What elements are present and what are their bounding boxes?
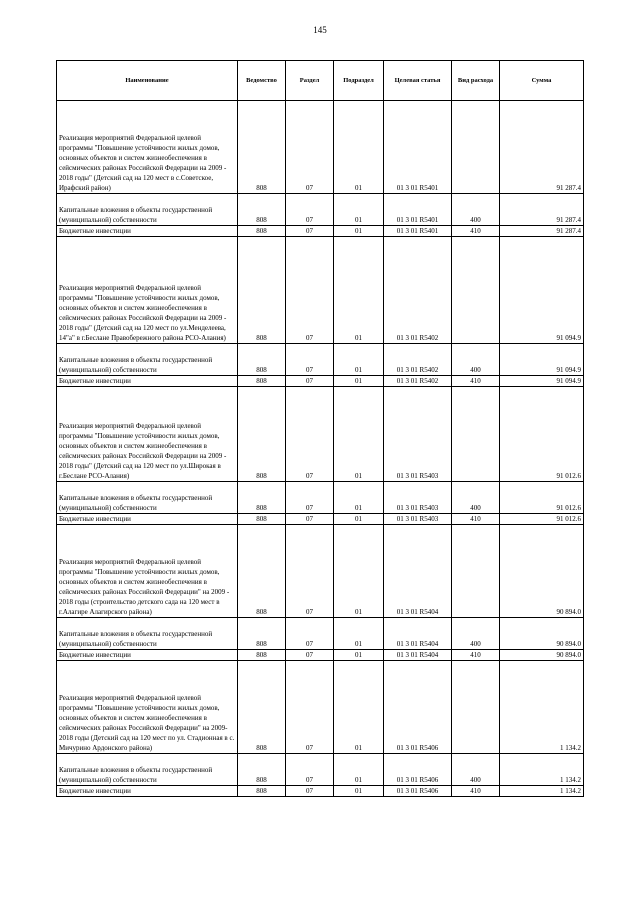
row-subsection: 01 bbox=[334, 754, 384, 786]
row-kind: 410 bbox=[452, 786, 500, 797]
table-row bbox=[57, 482, 584, 514]
row-target: 01 3 01 R5403 bbox=[384, 482, 452, 514]
row-target: 01 3 01 R5402 bbox=[384, 237, 452, 344]
row-target: 01 3 01 R5401 bbox=[384, 194, 452, 226]
row-name: Бюджетные инвестиции bbox=[57, 514, 238, 525]
row-name: Бюджетные инвестиции bbox=[57, 226, 238, 237]
header-subsection: Подраздел bbox=[334, 61, 384, 101]
row-dept: 808 bbox=[238, 226, 286, 237]
row-subsection: 01 bbox=[334, 194, 384, 226]
row-subsection: 01 bbox=[334, 376, 384, 387]
row-sum: 91 012.6 bbox=[500, 514, 584, 525]
row-target: 01 3 01 R5402 bbox=[384, 344, 452, 376]
row-dept: 808 bbox=[238, 344, 286, 376]
row-dept: 808 bbox=[238, 101, 286, 194]
row-dept: 808 bbox=[238, 618, 286, 650]
row-subsection: 01 bbox=[334, 344, 384, 376]
row-name: Реализация мероприятий Федеральной целевой программы "Повышение устойчивости жилых домов, основных объектов и систем жизнеобеспечения в сейсмических районах Российской Федерации" на 2009-2018 годы (Детский сад на 120 мест по ул. Стадионная в с. Мичурино Ардонского района) bbox=[57, 661, 238, 754]
row-name: Бюджетные инвестиции bbox=[57, 786, 238, 797]
row-name: Реализация мероприятий Федеральной целевой программы "Повышение устойчивости жилых домов, основных объектов и систем жизнеобеспечения в сейсмических районах Российской Федерации на 2009 - 2018 годы" (Детский сад на 120 мест в с.Советское, Ирафский район) bbox=[57, 101, 238, 194]
table-row bbox=[57, 786, 584, 797]
row-kind: 410 bbox=[452, 226, 500, 237]
row-subsection: 01 bbox=[334, 514, 384, 525]
table-row bbox=[57, 650, 584, 661]
row-sum: 91 094.9 bbox=[500, 344, 584, 376]
row-target: 01 3 01 R5401 bbox=[384, 226, 452, 237]
table-row bbox=[57, 376, 584, 387]
row-sum: 91 094.9 bbox=[500, 237, 584, 344]
row-dept: 808 bbox=[238, 754, 286, 786]
row-subsection: 01 bbox=[334, 661, 384, 754]
row-section: 07 bbox=[286, 344, 334, 376]
row-sum: 90 894.0 bbox=[500, 525, 584, 618]
row-section: 07 bbox=[286, 650, 334, 661]
row-dept: 808 bbox=[238, 650, 286, 661]
row-subsection: 01 bbox=[334, 482, 384, 514]
row-sum: 1 134.2 bbox=[500, 754, 584, 786]
row-name: Капитальные вложения в объекты государственной (муниципальной) собственности bbox=[57, 344, 238, 376]
row-name: Капитальные вложения в объекты государственной (муниципальной) собственности bbox=[57, 482, 238, 514]
row-subsection: 01 bbox=[334, 226, 384, 237]
row-subsection: 01 bbox=[334, 650, 384, 661]
row-sum: 91 287.4 bbox=[500, 101, 584, 194]
row-name: Реализация мероприятий Федеральной целевой программы "Повышение устойчивости жилых домов, основных объектов и систем жизнеобеспечения в сейсмических районах Российской Федерации на 2009 - 2018 годы" (Детский сад на 120 мест по ул.Широкая в г.Беслане РСО-Алания) bbox=[57, 387, 238, 482]
table-row bbox=[57, 344, 584, 376]
row-section: 07 bbox=[286, 226, 334, 237]
row-name: Капитальные вложения в объекты государственной (муниципальной) собственности bbox=[57, 194, 238, 226]
table-row bbox=[57, 661, 584, 754]
row-section: 07 bbox=[286, 387, 334, 482]
row-sum: 91 094.9 bbox=[500, 376, 584, 387]
table-row bbox=[57, 514, 584, 525]
row-kind bbox=[452, 525, 500, 618]
row-kind: 400 bbox=[452, 344, 500, 376]
table-row bbox=[57, 387, 584, 482]
row-kind: 410 bbox=[452, 514, 500, 525]
table-header-row bbox=[57, 61, 584, 101]
row-dept: 808 bbox=[238, 387, 286, 482]
row-target: 01 3 01 R5402 bbox=[384, 376, 452, 387]
row-kind bbox=[452, 661, 500, 754]
row-target: 01 3 01 R5401 bbox=[384, 101, 452, 194]
page-number: 145 bbox=[313, 25, 327, 35]
row-name: Капитальные вложения в объекты государственной (муниципальной) собственности bbox=[57, 618, 238, 650]
row-kind bbox=[452, 387, 500, 482]
row-dept: 808 bbox=[238, 194, 286, 226]
row-sum: 91 012.6 bbox=[500, 387, 584, 482]
header-dept: Ведомство bbox=[238, 61, 286, 101]
header-sum: Сумма bbox=[500, 61, 584, 101]
row-section: 07 bbox=[286, 514, 334, 525]
table-row bbox=[57, 618, 584, 650]
row-sum: 91 287.4 bbox=[500, 226, 584, 237]
table-row bbox=[57, 754, 584, 786]
row-sum: 91 012.6 bbox=[500, 482, 584, 514]
row-dept: 808 bbox=[238, 525, 286, 618]
row-target: 01 3 01 R5403 bbox=[384, 387, 452, 482]
row-dept: 808 bbox=[238, 786, 286, 797]
header-name: Наименование bbox=[57, 61, 238, 101]
row-target: 01 3 01 R5406 bbox=[384, 661, 452, 754]
row-sum: 90 894.0 bbox=[500, 650, 584, 661]
row-name: Реализация мероприятий Федеральной целевой программы "Повышение устойчивости жилых домов, основных объектов и систем жизнеобеспечения в сейсмических районах Российской Федерации" на 2009 - 2018 годы (строительство детского сада на 120 мест в г.Алагире Алагирского района) bbox=[57, 525, 238, 618]
row-section: 07 bbox=[286, 525, 334, 618]
row-section: 07 bbox=[286, 101, 334, 194]
row-sum: 91 287.4 bbox=[500, 194, 584, 226]
row-target: 01 3 01 R5406 bbox=[384, 754, 452, 786]
row-name: Бюджетные инвестиции bbox=[57, 376, 238, 387]
header-section: Раздел bbox=[286, 61, 334, 101]
row-target: 01 3 01 R5404 bbox=[384, 525, 452, 618]
row-kind: 410 bbox=[452, 650, 500, 661]
row-dept: 808 bbox=[238, 514, 286, 525]
budget-table bbox=[56, 60, 584, 797]
row-dept: 808 bbox=[238, 661, 286, 754]
row-name: Реализация мероприятий Федеральной целевой программы "Повышение устойчивости жилых домов, основных объектов и систем жизнеобеспечения в сейсмических районах Российской Федерации на 2009 - 2018 годы" (Детский сад на 120 мест по ул.Менделеева, 14"а" в г.Беслане Правобережного района РСО-Алания) bbox=[57, 237, 238, 344]
row-section: 07 bbox=[286, 194, 334, 226]
row-section: 07 bbox=[286, 376, 334, 387]
table-row bbox=[57, 525, 584, 618]
header-kind: Вид расхода bbox=[452, 61, 500, 101]
row-subsection: 01 bbox=[334, 786, 384, 797]
row-subsection: 01 bbox=[334, 618, 384, 650]
row-dept: 808 bbox=[238, 237, 286, 344]
row-subsection: 01 bbox=[334, 237, 384, 344]
row-dept: 808 bbox=[238, 482, 286, 514]
row-kind bbox=[452, 237, 500, 344]
row-section: 07 bbox=[286, 754, 334, 786]
row-sum: 90 894.0 bbox=[500, 618, 584, 650]
row-target: 01 3 01 R5404 bbox=[384, 650, 452, 661]
row-kind: 400 bbox=[452, 618, 500, 650]
table-row bbox=[57, 226, 584, 237]
row-name: Капитальные вложения в объекты государственной (муниципальной) собственности bbox=[57, 754, 238, 786]
row-kind: 410 bbox=[452, 376, 500, 387]
row-section: 07 bbox=[286, 786, 334, 797]
row-subsection: 01 bbox=[334, 101, 384, 194]
table-row bbox=[57, 194, 584, 226]
row-kind: 400 bbox=[452, 194, 500, 226]
table-row bbox=[57, 237, 584, 344]
row-kind: 400 bbox=[452, 754, 500, 786]
row-section: 07 bbox=[286, 482, 334, 514]
row-section: 07 bbox=[286, 237, 334, 344]
row-dept: 808 bbox=[238, 376, 286, 387]
row-sum: 1 134.2 bbox=[500, 786, 584, 797]
table-row bbox=[57, 101, 584, 194]
row-name: Бюджетные инвестиции bbox=[57, 650, 238, 661]
row-subsection: 01 bbox=[334, 387, 384, 482]
row-target: 01 3 01 R5406 bbox=[384, 786, 452, 797]
row-target: 01 3 01 R5403 bbox=[384, 514, 452, 525]
row-section: 07 bbox=[286, 618, 334, 650]
row-subsection: 01 bbox=[334, 525, 384, 618]
row-kind bbox=[452, 101, 500, 194]
row-section: 07 bbox=[286, 661, 334, 754]
row-target: 01 3 01 R5404 bbox=[384, 618, 452, 650]
header-target: Целевая статья bbox=[384, 61, 452, 101]
row-kind: 400 bbox=[452, 482, 500, 514]
row-sum: 1 134.2 bbox=[500, 661, 584, 754]
